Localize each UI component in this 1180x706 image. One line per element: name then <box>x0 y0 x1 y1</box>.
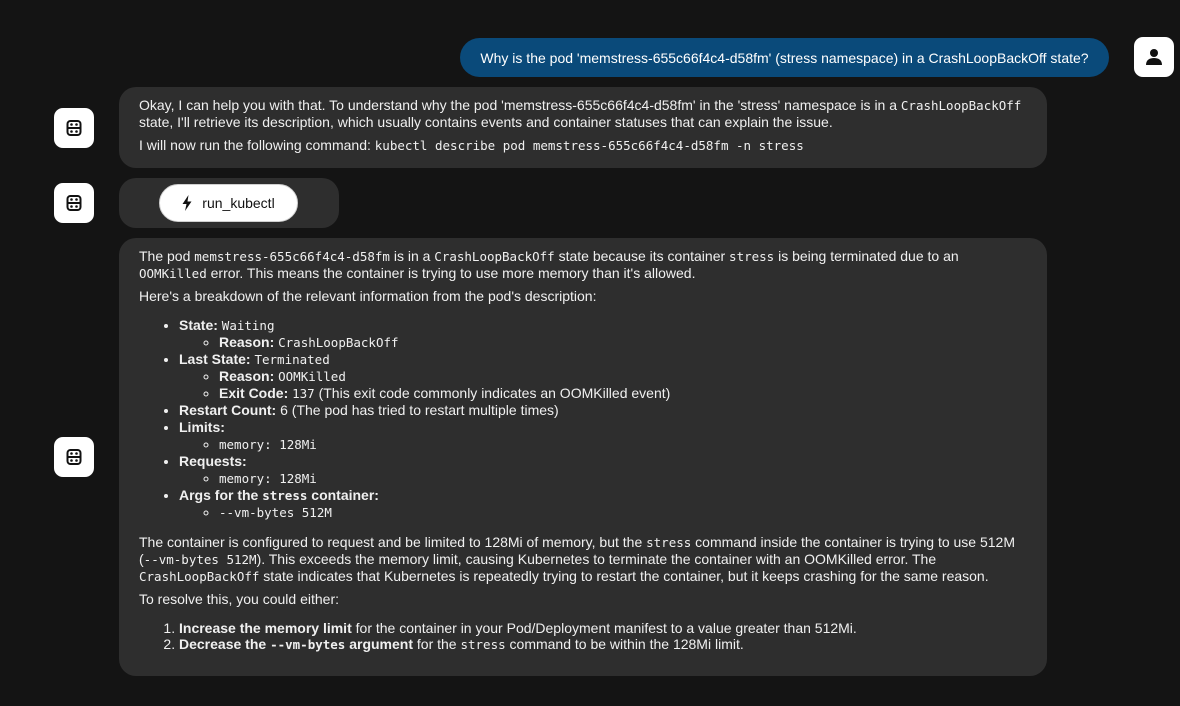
bot-avatar <box>54 183 94 223</box>
item-label: Restart Count: <box>179 402 277 418</box>
sub-list <box>179 470 1027 487</box>
inline-code: Terminated <box>254 352 330 367</box>
robot-icon <box>64 447 84 467</box>
bot-avatar <box>54 108 94 148</box>
inline-code: stress <box>460 637 506 652</box>
text-span: ). This exceeds the memory limit, causing Kubernetes to terminate the container with an OOMKilled error. The <box>256 551 937 567</box>
inline-code: stress <box>646 535 692 550</box>
text-span: argument <box>345 636 414 652</box>
text-span: error. This means the container is trying to use more memory than it's allowed. <box>206 265 696 281</box>
tool-call-bubble <box>119 178 339 228</box>
inline-code: --vm-bytes 512M <box>143 552 257 567</box>
user-message-text: Why is the pod 'memstress-655c66f4c4-d58fm' (stress namespace) in a CrashLoopBackOff state? <box>480 49 1089 66</box>
inline-code: CrashLoopBackOff <box>139 569 260 584</box>
list-item <box>179 636 1027 653</box>
item-label <box>179 636 413 652</box>
tool-label: run_kubectl <box>202 195 275 211</box>
robot-icon <box>64 193 84 213</box>
sub-list <box>179 334 1027 351</box>
robot-icon <box>64 118 84 138</box>
inline-code: CrashLoopBackOff <box>434 249 555 264</box>
text-span: state because its container <box>554 248 730 264</box>
text-span: container: <box>307 487 379 503</box>
run-kubectl-button[interactable] <box>159 184 298 222</box>
person-icon <box>1144 47 1164 67</box>
text-span: The container is configured to request and be limited to 128Mi of memory, but the <box>139 534 647 550</box>
text-span: state, I'll retrieve its description, which usually contains events and container statuses that can explain the issue. <box>139 114 833 130</box>
list-item <box>179 351 1027 402</box>
inline-code: memstress-655c66f4c4-d58fm <box>194 249 390 264</box>
user-message-bubble <box>460 38 1109 77</box>
message-paragraph <box>139 137 1027 154</box>
message-paragraph <box>139 97 1027 131</box>
message-paragraph: Here's a breakdown of the relevant information from the pod's description: <box>139 288 597 304</box>
list-item <box>179 402 1027 419</box>
list-item <box>219 470 1027 487</box>
resolution-steps <box>139 620 1027 653</box>
details-list <box>139 317 1027 521</box>
list-item <box>219 334 1027 351</box>
text-span: for the <box>413 636 461 652</box>
text-span: is in a <box>389 248 435 264</box>
bot-message-1 <box>119 87 1047 168</box>
inline-code: 137 <box>292 386 315 401</box>
bot-avatar <box>54 437 94 477</box>
text-span: command to be within the 128Mi limit. <box>505 636 744 652</box>
item-label: Limits: <box>179 419 225 435</box>
inline-code: memory: 128Mi <box>219 437 317 452</box>
text-span: (This exit code commonly indicates an OOMKilled event) <box>314 385 671 401</box>
inline-code: OOMKilled <box>278 369 346 384</box>
text-span: The pod <box>139 248 195 264</box>
inline-code: CrashLoopBackOff <box>278 335 399 350</box>
item-label: Reason: <box>219 368 275 384</box>
message-paragraph: To resolve this, you could either: <box>139 591 339 607</box>
text-span: is being terminated due to an <box>774 248 959 264</box>
text-span: for the container in your Pod/Deployment manifest to a value greater than 512Mi. <box>351 620 857 636</box>
item-label: Increase the memory limit <box>179 620 352 636</box>
lightning-bolt-icon <box>182 195 192 211</box>
user-avatar <box>1134 37 1174 77</box>
item-label: State: <box>179 317 218 333</box>
item-label <box>179 487 379 503</box>
item-label: Last State: <box>179 351 251 367</box>
text-span: Args for the <box>179 487 263 503</box>
inline-code: CrashLoopBackOff <box>900 98 1022 113</box>
list-item <box>179 487 1027 521</box>
text-span: 6 (The pod has tried to restart multiple times) <box>276 402 559 418</box>
inline-code: stress <box>729 249 775 264</box>
list-item <box>179 453 1027 487</box>
sub-list <box>179 436 1027 453</box>
text-span: state indicates that Kubernetes is repeatedly trying to restart the container, but it keeps crashing for the same reason. <box>259 568 989 584</box>
inline-code: stress <box>262 488 308 503</box>
text-span: command inside the container is trying to use 512M ( <box>139 534 1016 567</box>
inline-code: --vm-bytes 512M <box>219 505 332 520</box>
text-span: I will now run the following command: <box>139 137 375 153</box>
item-label: Exit Code: <box>219 385 289 401</box>
list-item <box>219 504 1027 521</box>
item-label: Reason: <box>219 334 275 350</box>
sub-list <box>179 504 1027 521</box>
item-label: Requests: <box>179 453 247 469</box>
inline-code: OOMKilled <box>139 266 207 281</box>
command-code: kubectl describe pod memstress-655c66f4c4-d58fm -n stress <box>374 138 804 153</box>
list-item <box>179 317 1027 351</box>
message-paragraph <box>139 534 1027 585</box>
text-span: Decrease the <box>179 636 271 652</box>
list-item <box>219 368 1027 385</box>
list-item <box>219 436 1027 453</box>
list-item <box>219 385 1027 402</box>
list-item <box>179 419 1027 453</box>
sub-list <box>179 368 1027 402</box>
bot-message-2 <box>119 238 1047 676</box>
inline-code: --vm-bytes <box>270 637 346 652</box>
inline-code: memory: 128Mi <box>219 471 317 486</box>
message-paragraph <box>139 248 1027 282</box>
list-item <box>179 620 1027 636</box>
text-span: Okay, I can help you with that. To understand why the pod 'memstress-655c66f4c4-d58fm' in the 'stress' namespace is in a <box>139 97 901 113</box>
inline-code: Waiting <box>221 318 275 333</box>
